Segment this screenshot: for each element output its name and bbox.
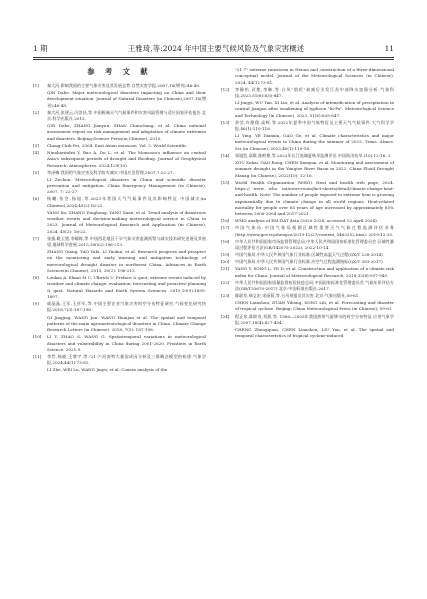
- reference-number: [33, 367, 47, 373]
- reference-text: 李静怡,武艳,李琳,等.台风"烟花"衰减后引发江苏中部降水加强分析.气象科技,2023,51(6):835-847.: [235, 86, 394, 98]
- reference-entry: [33, 275, 206, 300]
- reference-text: 中国气象局.中华人民共和国气象行业标准:冷空气过程监测指标(QX/T 393-2017): [235, 259, 383, 265]
- reference-text: Chang Chih-Pei, 2004. East Asian monsoon. Vol. 2. World Scientific.: [47, 142, 188, 148]
- running-title: 王雅琦,等:2024 年中国主要气候风险及气象灾害概述: [127, 44, 305, 53]
- reference-text: 秦大河.影响我国的主要气象灾害及其发展态势.自然灾害学报,2007,16(增刊):46-48.: [47, 83, 201, 88]
- reference-text: 中国气象局.中国气象局观测区域性重要天气气候过程监测评估业务(http://www.gov.cn/zhengce/2019-12/27/content_5463252.htm). 2019-12-25.: [235, 225, 394, 237]
- reference-text: ZOU Xukai, GAO Rong, CHEN Xianyan, et al. Monitoring and assessment of summer drought in the Yangtze River Basin in 2022. China Flood Drought Manag.(in Chinese), 2022(10): 12-16.: [235, 159, 394, 178]
- reference-number: [4]: [33, 149, 39, 155]
- reference-number: [11]: [33, 353, 42, 359]
- reference-number: [221, 67, 235, 86]
- reference-entry: [33, 170, 206, 176]
- references-heading: 参 考 文 献: [87, 67, 152, 76]
- reference-text: 陈联寿,端义宏,宋丽莉,等.台风预报及其灾害.北京:气象出版社,59-61.: [235, 293, 360, 299]
- reference-number: [12]: [221, 86, 230, 92]
- reference-number: [33, 177, 47, 196]
- reference-entry: [221, 252, 394, 258]
- reference-entry: [33, 123, 206, 142]
- reference-entry: [33, 196, 206, 209]
- reference-text: 中华人民共和国国家市场监督管理总局,中华人民共和国国家标准化管理委员会.区域性暴雨过程评估方法(GB/T42075-2022). 2022-10-14.: [235, 238, 394, 250]
- reference-number: [221, 100, 235, 119]
- references-right-column: [221, 67, 394, 340]
- reference-number: [1]: [33, 83, 39, 88]
- reference-text: YANG Xu, ZHANG Yonghong, YANG Xuan, et al. Trend analysis of disastrous weather events and decision-making meteorological service in China in 2023. Journal of Meteorological Research and Application (in Chinese), 2024, 45(2): 16-22.: [47, 209, 206, 234]
- reference-number: [19]: [221, 252, 230, 258]
- reference-text: LI Zechun. Meteorological disasters in China and scientific disaster prevention and mitigation. China Emergency Management (in Chinese), 2007, 7: 22-27.: [47, 176, 206, 195]
- reference-text: Ninaharindra Y, Bao A, Du L, et al. The Monsoon's influence on central Asia's subsequent periods of drought and flooding. Journal of Geophysical Research: Atmospheres. 2024,129(10).: [47, 149, 206, 168]
- reference-entry: [221, 280, 394, 293]
- reference-entry: [221, 67, 394, 86]
- reference-number: [22]: [221, 279, 230, 285]
- reference-text: 李泽椿.我国的气象灾害及科学防灾减灾.中国应急管理,2007,7:22-27.: [47, 169, 174, 175]
- reference-entry: [33, 177, 206, 196]
- reference-number: [13]: [221, 119, 230, 125]
- reference-text: 余莹,许甜甜,高辉,等.2022年夏季中国气候特征及主要天气气候事件.大气科学学报,46(1):110-118.: [235, 119, 394, 132]
- reference-text: 中华人民共和国国家质量监督检验检疫总局,中国国家标准化管理委员会.气候年景评估方法(GB/T33670-2017).北京:中国标准出版社,2017.: [235, 279, 394, 291]
- reference-text: 张强,姚玉璧,李耀辉,等.中国西北地区干旱气象灾害监测预警与减灾技术研究进展及其展望.地球科学进展,2015,30(02):196-213.: [47, 235, 206, 248]
- reference-text: 秦大河,张建云,闪淳昌,等.中国极端天气气候事件和灾害风险管理与适应国家评估报告.北京:科学出版社,2015.: [47, 109, 206, 122]
- reference-text: Loukas A, Elmat M C, Ulbrich U. Preface & quot; extreme events induced by weather and climate change: evaluation, forecasting and proactive planning & quot. Natural Hazards and Earth System Sciences. 2010,10(9):1895-1897.: [47, 275, 206, 300]
- reference-number: [14]: [221, 152, 230, 158]
- reference-entry: [221, 300, 394, 313]
- header-rule-thin: [33, 59, 394, 60]
- references-left-column: [33, 67, 206, 374]
- reference-text: LI Zhe, WEI Lu, WANG Jinyu, et al. Causes analysis of the: [47, 367, 168, 373]
- reference-number: [33, 210, 47, 235]
- reference-entry: [33, 210, 206, 235]
- reference-entry: [33, 249, 206, 274]
- reference-text: 戚晶晶,王军,王怀军,等.中国主要农业气象灾害时空分布特征研究.气候变化研究快报,2018,7(3):187-198.: [47, 301, 206, 313]
- reference-entry: [221, 266, 394, 279]
- reference-entry: [221, 314, 394, 327]
- issue-label: 1 期: [33, 44, 48, 53]
- reference-number: [9]: [33, 301, 39, 307]
- reference-entry: [221, 120, 394, 133]
- reference-number: [17]: [221, 225, 230, 231]
- reference-number: [33, 123, 47, 142]
- reference-text: 邹旭恺,高歌,陈鲜艳,等.2022年长江流域夏秋旱监测评估.中国防汛抗旱,(10):12-16. 2: [235, 152, 391, 158]
- reference-number: [16]: [221, 218, 230, 224]
- reference-entry: [33, 334, 206, 353]
- running-header: [33, 42, 394, 56]
- reference-entry: [33, 90, 206, 109]
- reference-text: WMO analysis of EM-DAT data (2020-2024, accessed 12 April 2024).: [235, 218, 379, 224]
- reference-text: CHEN Lianshou, DUAN Yihong, SONG Lili, et al. Forecasting and disaster of tropical cyclone. Beijing: China Meteorological Press (in Chinese), 59-61.: [235, 300, 394, 312]
- reference-entry: [33, 301, 206, 314]
- reference-entry: [221, 100, 394, 119]
- reference-entry: [221, 259, 394, 265]
- reference-text: QIN Dahe. Major meteorological disasters impacting on China and their development situation. Journal of Natural Disasters (in Chinese),2007,16(增刊):46-48.: [47, 90, 206, 108]
- page-number: 11: [384, 44, 394, 53]
- reference-entry: [33, 354, 206, 367]
- reference-number: [2]: [33, 109, 39, 115]
- reference-entry: [221, 327, 394, 340]
- reference-number: [10]: [33, 334, 42, 340]
- reference-number: [221, 160, 235, 179]
- reference-text: LI Ying, YE Dianxiu, GAO Ge, et al. Climate characteristics and major meteorological events in China during the summer of 2022. Trans. Atmos. Sci.(in Chinese), 2023,46(1):110-18.: [235, 133, 394, 151]
- reference-text: 杨曦,张会,杨旭,等.2023年我国天气气候事件及其影响特征.中国减灾(in Chinese),2024,45(2):16-22.: [47, 196, 206, 208]
- reference-text: World Health Organization (WHO). Heat and health web page, 2024. https:// www. who. int/news-room/fact-sheets/detail/climate-change-heat-and-health. Note: The number of people exposed to extreme heat is growing exponentially due to climate change in all world regions. Heat-related mortality for people over 65 years of age increased by approximately 85% between 2000-2004 and 2017-2021.: [235, 179, 394, 217]
- reference-entry: [33, 367, 206, 373]
- reference-text: 程正泉,陈联寿,刘燕,等. 1960—2003年我国热带气旋降水的时空分布特征.应用气象学报,2007,18(4):427-434.: [235, 313, 394, 325]
- reference-number: [24]: [221, 313, 230, 319]
- reference-number: [18]: [221, 238, 230, 244]
- reference-text: ZHANG Qiang, YAO Yubi, LI Yaohui, et al. Research progress and prospect on the monitoring and early warning and mitigation technology of meteorological drought disaster in northwest China. Advances in Earth Science(in Chinese), 2015, 30(2): 196-213.: [47, 249, 206, 274]
- reference-text: LI Jingyi, WU Yan, XI Lin, et al. Analysis of intensification of precipitation in central Jiangsu after weakening of typhoon "In-Fa". Meteorological Science and Technology (in Chinese), 2023, 51(6):835-847.: [235, 100, 394, 118]
- reference-number: [15]: [221, 179, 230, 185]
- reference-entry: [33, 236, 206, 249]
- reference-entry: [221, 180, 394, 218]
- reference-entry: [221, 239, 394, 252]
- reference-entry: [33, 83, 206, 89]
- reference-number: [33, 315, 47, 334]
- reference-entry: [221, 218, 394, 224]
- reference-entry: [33, 110, 206, 123]
- reference-number: [3]: [33, 142, 39, 148]
- reference-number: [33, 90, 47, 109]
- reference-entry: [221, 133, 394, 152]
- left-reference-list: [33, 83, 206, 374]
- reference-number: [6]: [33, 196, 39, 202]
- reference-number: [20]: [221, 259, 230, 265]
- reference-text: CHENG Zhengquan, CHEN Lianshou, LIU Yan, et al. The spatial and temporal characteristics of tropical cyclone-induced: [235, 326, 394, 339]
- reference-number: [8]: [33, 275, 39, 281]
- reference-entry: [33, 315, 206, 334]
- right-reference-list: [221, 67, 394, 340]
- reference-text: QI Jingjing, WANG Jun, WANG Huaijun et al. The spatial and temporal patterns of the main agrometeorological disasters in China. Climate Change Research Letters (in Chinese). 2018, 7(3): 187-198.: [47, 314, 206, 333]
- reference-text: LI Y, ZHAO S, WANG G. Spatiotemporal variations in meteorological disasters and vulnerability in China during 2001-2020. Frontiers in Earth Science. 2021,9.: [47, 334, 206, 352]
- reference-number: [7]: [33, 235, 39, 241]
- reference-entry: [221, 153, 394, 159]
- reference-entry: [221, 225, 394, 238]
- reference-text: 中国气象局.中华人民共和国气象行业标准:区域性高温天气过程(QX/T 228-2014): [235, 252, 383, 258]
- reference-number: [21]: [221, 266, 230, 272]
- reference-entry: [221, 293, 394, 299]
- reference-entry: [33, 143, 206, 149]
- reference-number: [33, 249, 47, 274]
- reference-number: [221, 133, 235, 152]
- reference-text: YANG Y, SONG L, YE D, et al. Construction and application of a climate risk index for China. Journal of Meteorological Research. 2018;32(6):937-949.: [235, 266, 394, 278]
- header-rule: [33, 57, 394, 58]
- reference-number: [221, 327, 235, 340]
- reference-text: QIN Dahe, ZHANG Jianyun, SHAN Chunchang, et al. China national assessment report on risk management and adaptation of climate extremes and disasters. Beijing:Science Press(in Chinese), 2015.: [47, 123, 206, 141]
- reference-entry: [33, 150, 206, 169]
- reference-entry: [221, 160, 394, 179]
- reference-number: [5]: [33, 169, 39, 175]
- reference-number: [221, 300, 235, 313]
- reference-text: 李哲,杨晓,王增宇,等."21·7"河南特大暴雨成因分析及三维概念模型的构建.气象学报,2024,44(1):73-81.: [47, 353, 206, 366]
- reference-text: "21·7" extreme rainstorm in Henan and construction of a three-dimensional conceptual model. Journal of the Meteorological Sciences (in Chinese), 2024, 44(1):73-81.: [235, 67, 394, 85]
- reference-entry: [221, 87, 394, 100]
- reference-number: [23]: [221, 293, 230, 299]
